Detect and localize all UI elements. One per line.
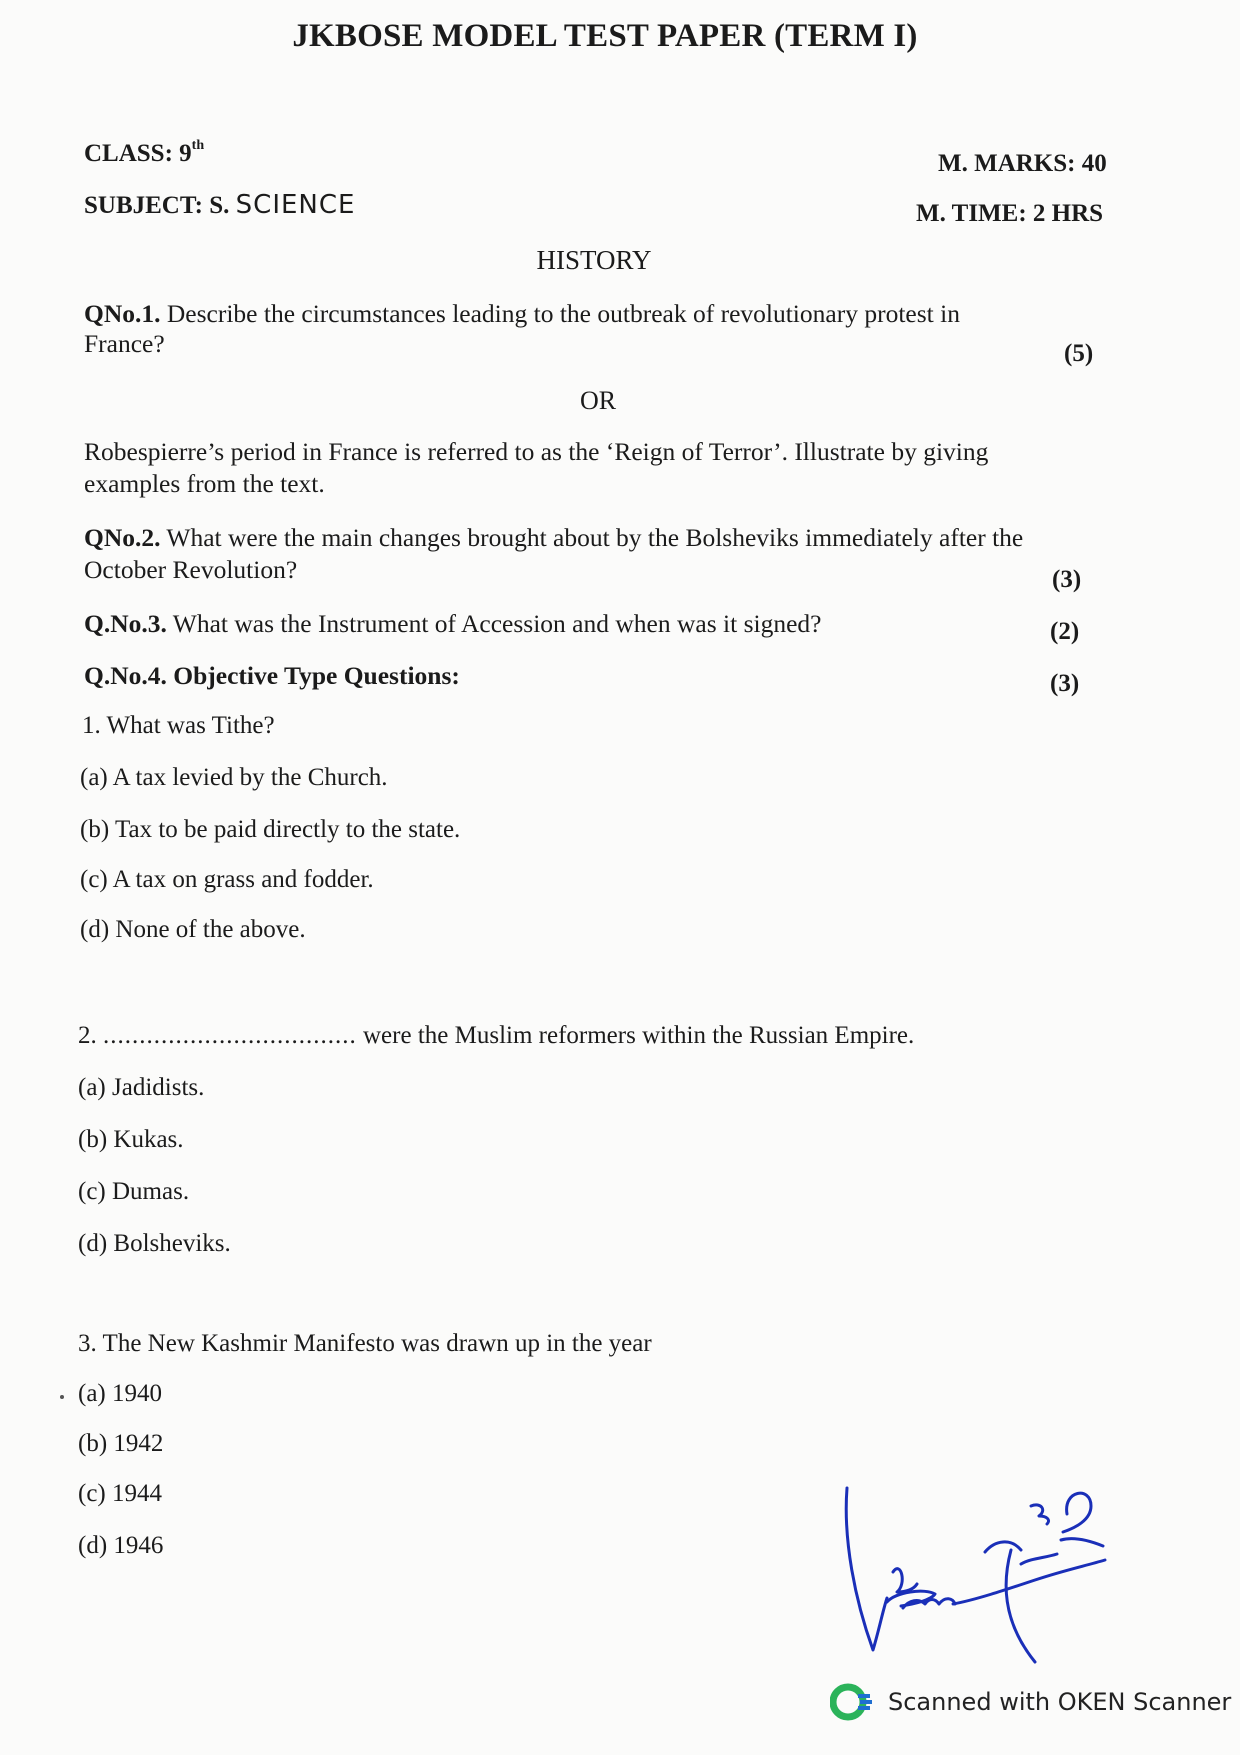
objective-3-option-d: (d) 1946 bbox=[78, 1532, 164, 1559]
objective-3-option-b: (b) 1942 bbox=[78, 1430, 164, 1457]
signature-image bbox=[835, 1480, 1115, 1670]
max-marks: M. MARKS: 40 bbox=[938, 150, 1107, 177]
class-label bbox=[84, 138, 204, 168]
objective-2-option-c: (c) Dumas. bbox=[78, 1178, 190, 1205]
objective-2-stem bbox=[78, 1022, 914, 1050]
objective-2-text: were the Muslim reformers within the Russian Empire. bbox=[356, 1022, 915, 1049]
question-1-line-2: France? bbox=[84, 329, 165, 358]
scanner-watermark-text: Scanned with OKEN Scanner bbox=[888, 1688, 1232, 1716]
question-2-marks: (3) bbox=[1052, 566, 1082, 593]
question-1-text: Describe the circumstances leading to the outbreak of revolutionary protest in bbox=[160, 299, 960, 328]
class-superscript: th bbox=[191, 138, 205, 153]
objective-1-option-a: (a) A tax levied by the Church. bbox=[80, 764, 388, 791]
question-4-heading: Q.No.4. Objective Type Questions: bbox=[84, 661, 460, 690]
question-4-marks: (3) bbox=[1050, 670, 1080, 697]
objective-2-option-a: (a) Jadidists. bbox=[78, 1074, 205, 1101]
objective-2-number: 2. bbox=[78, 1022, 103, 1049]
objective-1-option-b: (b) Tax to be paid directly to the state. bbox=[80, 816, 461, 843]
max-time: M. TIME: 2 HRS bbox=[916, 200, 1104, 227]
oken-scanner-logo-icon bbox=[830, 1680, 874, 1724]
objective-1-option-d: (d) None of the above. bbox=[80, 916, 306, 943]
class-text: CLASS: 9 bbox=[84, 140, 192, 167]
question-2-line-2: October Revolution? bbox=[84, 555, 298, 584]
question-2-text: What were the main changes brought about by the Bolsheviks immediately after the bbox=[160, 523, 1024, 552]
subject-text: SUBJECT: S. bbox=[84, 192, 236, 219]
question-1-alt-line-2: examples from the text. bbox=[84, 469, 325, 498]
objective-1-stem: 1. What was Tithe? bbox=[82, 712, 275, 739]
objective-1-option-c: (c) A tax on grass and fodder. bbox=[80, 866, 374, 893]
or-divider: OR bbox=[579, 386, 617, 415]
objective-2-option-d: (d) Bolsheviks. bbox=[78, 1230, 231, 1257]
objective-2-option-b: (b) Kukas. bbox=[78, 1126, 184, 1153]
objective-3-stem: 3. The New Kashmir Manifesto was drawn up in the year bbox=[78, 1330, 652, 1357]
question-1-alt-line-1: Robespierre’s period in France is referred to as the ‘Reign of Terror’. Illustrate by giving bbox=[84, 437, 989, 466]
question-1-number: QNo.1. bbox=[84, 299, 161, 328]
question-1-marks: (5) bbox=[1064, 340, 1094, 367]
section-heading: HISTORY bbox=[536, 245, 652, 275]
objective-3-option-c: (c) 1944 bbox=[78, 1480, 162, 1507]
question-2-line-1 bbox=[84, 522, 1023, 554]
paper-title: JKBOSE MODEL TEST PAPER (TERM I) bbox=[292, 18, 918, 54]
scan-speck bbox=[60, 1395, 64, 1399]
question-3-number: Q.No.3. bbox=[84, 609, 167, 638]
subject-label bbox=[84, 190, 355, 220]
question-3-marks: (2) bbox=[1050, 618, 1080, 645]
scanner-watermark bbox=[830, 1680, 1231, 1724]
question-3-text: What was the Instrument of Accession and when was it signed? bbox=[166, 609, 822, 638]
question-1-line-1 bbox=[84, 298, 960, 330]
question-2-number: QNo.2. bbox=[84, 523, 161, 552]
subject-handwritten: SCIENCE bbox=[235, 190, 356, 220]
question-3-line bbox=[84, 608, 821, 640]
objective-2-blank: ................................... bbox=[103, 1022, 357, 1049]
objective-3-option-a: (a) 1940 bbox=[78, 1380, 162, 1407]
